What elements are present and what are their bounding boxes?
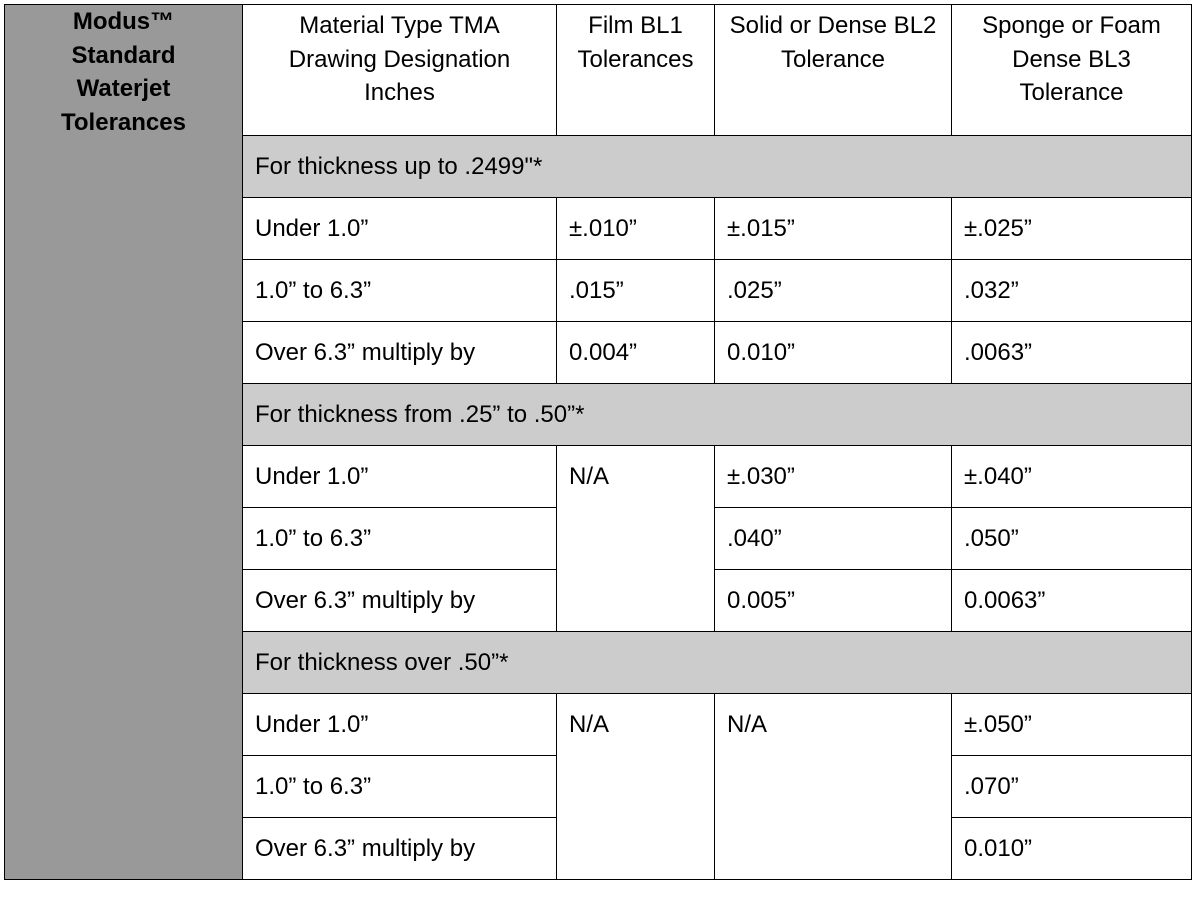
cell: .0063” <box>952 322 1192 384</box>
cell: ±.010” <box>557 198 715 260</box>
cell-na: N/A <box>715 694 952 880</box>
cell: Over 6.3” multiply by <box>243 322 557 384</box>
cell: 1.0” to 6.3” <box>243 260 557 322</box>
cell: Over 6.3” multiply by <box>243 570 557 632</box>
cell: .050” <box>952 508 1192 570</box>
header-solid-bl2: Solid or Dense BL2 Tolerance <box>715 5 952 136</box>
cell: Over 6.3” multiply by <box>243 818 557 880</box>
header-sponge-bl3: Sponge or Foam Dense BL3 Tolerance <box>952 5 1192 136</box>
header-row <box>5 5 1192 136</box>
cell: Under 1.0” <box>243 694 557 756</box>
cell: 0.005” <box>715 570 952 632</box>
header-film-bl1: Film BL1 Tolerances <box>557 5 715 136</box>
cell: 0.010” <box>715 322 952 384</box>
cell: 0.010” <box>952 818 1192 880</box>
section-title: For thickness over .50”* <box>243 632 1192 694</box>
cell-na: N/A <box>557 446 715 632</box>
section-title: For thickness up to .2499"* <box>243 136 1192 198</box>
cell: ±.025” <box>952 198 1192 260</box>
cell-na: N/A <box>557 694 715 880</box>
section-title: For thickness from .25” to .50”* <box>243 384 1192 446</box>
side-label: Modus™ Standard Waterjet Tolerances <box>5 5 243 880</box>
cell: ±.050” <box>952 694 1192 756</box>
cell: .032” <box>952 260 1192 322</box>
cell: 0.0063” <box>952 570 1192 632</box>
cell: .040” <box>715 508 952 570</box>
header-material-type: Material Type TMA Drawing Designation Inches <box>243 5 557 136</box>
cell: Under 1.0” <box>243 198 557 260</box>
cell: .070” <box>952 756 1192 818</box>
cell: 0.004” <box>557 322 715 384</box>
cell: Under 1.0” <box>243 446 557 508</box>
cell: 1.0” to 6.3” <box>243 756 557 818</box>
cell: ±.015” <box>715 198 952 260</box>
cell: ±.040” <box>952 446 1192 508</box>
cell: ±.030” <box>715 446 952 508</box>
cell: .025” <box>715 260 952 322</box>
cell: 1.0” to 6.3” <box>243 508 557 570</box>
cell: .015” <box>557 260 715 322</box>
tolerance-table <box>4 4 1192 880</box>
